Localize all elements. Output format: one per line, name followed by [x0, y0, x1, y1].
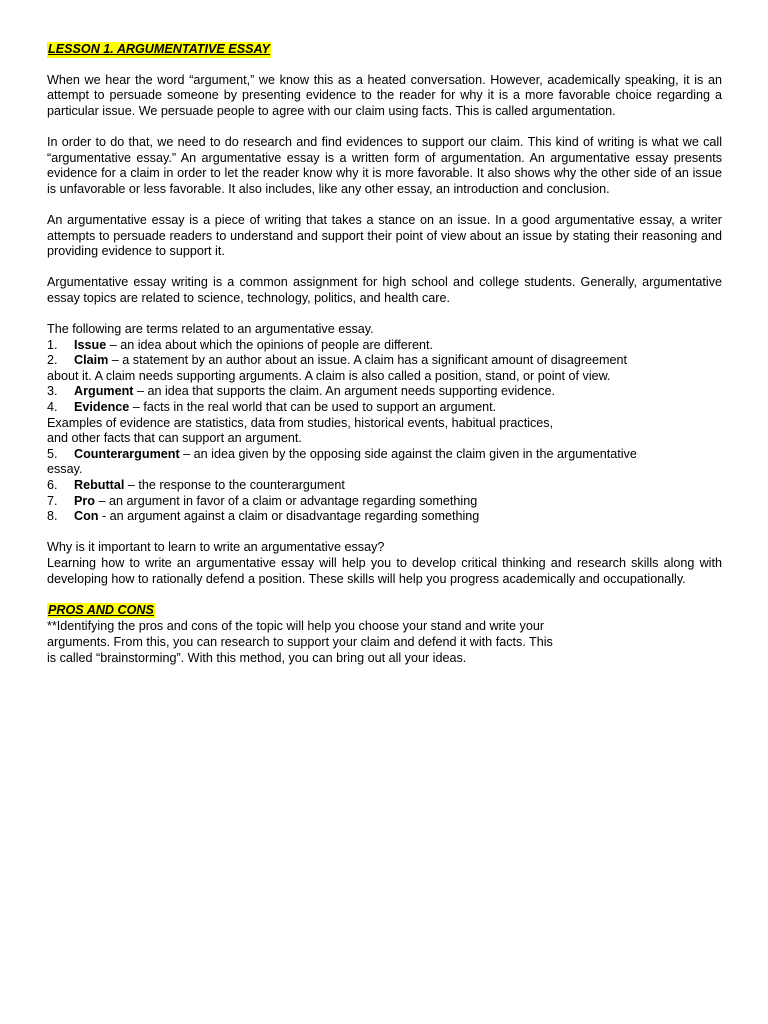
term-definition: - an argument against a claim or disadvantage regarding something — [98, 509, 480, 524]
term-item-issue — [47, 338, 722, 354]
term-number: 7. — [47, 493, 58, 508]
intro-paragraph: When we hear the word “argument,” we know this as a heated conversation. However, academically speaking, it is an attempt to persuade someone by presenting evidence to the reader for why it is a more favorable choice regarding a particular issue. We persuade people to agree with our claim using facts. This is called argumentation. — [47, 72, 722, 118]
term-label: Issue — [74, 337, 107, 352]
why-section — [47, 540, 722, 587]
term-definition-continued: essay. — [47, 462, 83, 477]
term-number: 8. — [47, 509, 58, 524]
evidence-note: Examples of evidence are statistics, data from studies, historical events, habitual practices, — [47, 415, 554, 430]
term-number: 1. — [47, 337, 58, 352]
stance-paragraph: An argumentative essay is a piece of writing that takes a stance on an issue. In a good argumentative essay, a writer attempts to persuade readers to understand and support their point of view about an issue by stating their reasoning and providing evidence to support it. — [47, 212, 722, 259]
term-definition: – an idea that supports the claim. An argument needs supporting evidence. — [133, 384, 555, 399]
term-definition-continued: about it. A claim needs supporting arguments. A claim is also called a position, stand, or point of view. — [47, 368, 611, 383]
terms-list — [47, 338, 722, 416]
term-item-argument — [47, 384, 722, 400]
assignment-paragraph: Argumentative essay writing is a common assignment for high school and college students. Generally, argumentative essay topics are related to science, technology, politics, and health care. — [47, 275, 722, 305]
lesson-heading: LESSON 1. ARGUMENTATIVE ESSAY — [48, 42, 271, 56]
term-item-pro — [47, 494, 722, 510]
terms-intro: The following are terms related to an argumentative essay. — [47, 322, 374, 337]
term-number: 4. — [47, 400, 58, 415]
term-definition: – an idea given by the opposing side against the claim given in the argumentative — [179, 446, 637, 461]
terms-section — [47, 322, 722, 525]
terms-list-continued — [47, 447, 722, 525]
term-item-con — [47, 509, 722, 525]
pros-cons-line: is called “brainstorming”. With this method, you can bring out all your ideas. — [47, 650, 467, 665]
term-label: Evidence — [74, 400, 130, 415]
document-page — [47, 40, 722, 666]
term-number: 3. — [47, 384, 58, 399]
term-label: Rebuttal — [74, 478, 125, 493]
why-question: Why is it important to learn to write an argumentative essay? — [47, 540, 385, 555]
term-definition: – a statement by an author about an issue. A claim has a significant amount of disagreement — [108, 353, 628, 368]
term-definition: – the response to the counterargument — [124, 478, 345, 493]
term-label: Counterargument — [74, 446, 180, 461]
term-definition: – an argument in favor of a claim or advantage regarding something — [95, 493, 478, 508]
term-item-evidence — [47, 400, 722, 416]
term-label: Claim — [74, 353, 109, 368]
pros-cons-heading: PROS AND CONS — [48, 602, 154, 617]
term-definition: – facts in the real world that can be used to support an argument. — [129, 400, 497, 415]
term-number: 5. — [47, 446, 58, 461]
why-answer: Learning how to write an argumentative essay will help you to develop critical thinking and research skills along with developing how to rationally defend a position. These skills will help you progress academically and occupationally. — [47, 556, 722, 586]
pros-cons-line: arguments. From this, you can research to support your claim and defend it with facts. This — [47, 634, 553, 649]
term-label: Pro — [74, 493, 95, 508]
research-paragraph: In order to do that, we need to do research and find evidences to support our claim. This kind of writing is what we call “argumentative essay.” An argumentative essay is a written form of argumentation. An argumentative essay presents evidence for a claim in order to let the reader know why it is more favorable. It also shows why the other side of an issue is unfavorable or less favorable. It also includes, like any other essay, an introduction and conclusion. — [47, 134, 722, 196]
pros-cons-body — [47, 619, 722, 666]
term-item-claim — [47, 353, 722, 384]
evidence-note: and other facts that can support an argument. — [47, 431, 302, 446]
term-number: 2. — [47, 353, 58, 368]
term-item-rebuttal — [47, 478, 722, 494]
term-definition: – an idea about which the opinions of people are different. — [106, 337, 433, 352]
term-label: Argument — [74, 384, 134, 399]
term-number: 6. — [47, 478, 58, 493]
pros-cons-line: **Identifying the pros and cons of the topic will help you choose your stand and write your — [47, 619, 545, 634]
term-item-counterargument — [47, 447, 722, 478]
term-label: Con — [74, 509, 99, 524]
